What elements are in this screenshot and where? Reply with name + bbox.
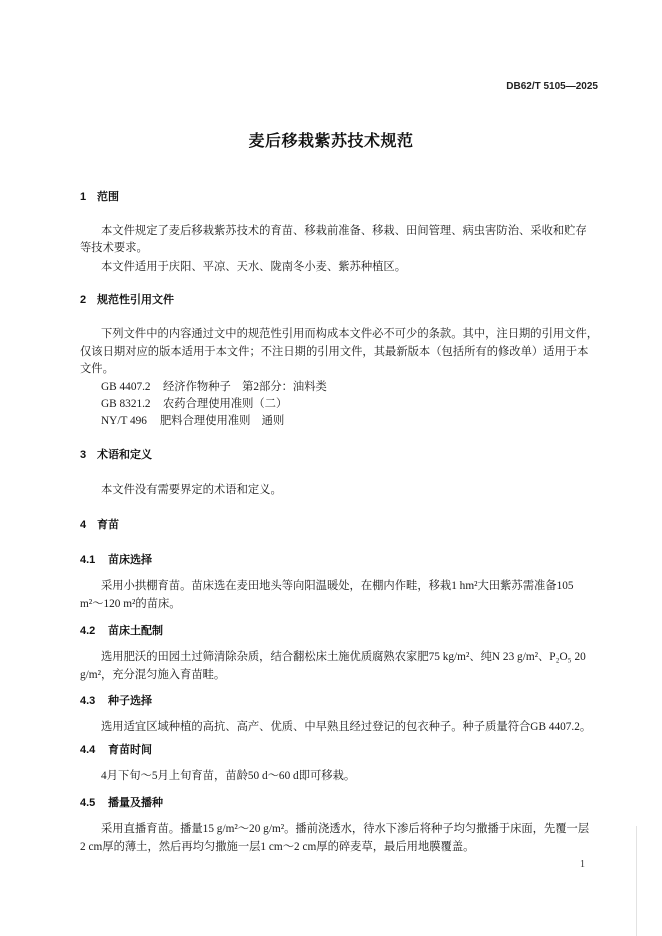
paragraph-line: 选用肥沃的田园土过筛清除杂质，结合翻松床土施优质腐熟农家肥75 kg/m²、纯N 23 g/m²、P₂O₅ 20 bbox=[101, 651, 586, 663]
paragraph-line: 采用小拱棚育苗。苗床选在麦田地头等向阳温暖处，在棚内作畦，移栽1 hm²大田紫苏需准备105 bbox=[101, 580, 574, 592]
reference-title: 经济作物种子 第2部分：油料类 bbox=[163, 381, 327, 393]
paragraph-line: 本文件适用于庆阳、平凉、天水、陇南冬小麦、紫苏种植区。 bbox=[101, 261, 407, 273]
reference-code: GB 4407.2 bbox=[101, 381, 151, 393]
doc-standard-code: DB62/T 5105—2025 bbox=[506, 81, 598, 92]
section-title: 范围 bbox=[97, 191, 119, 203]
section-number: 1 bbox=[80, 191, 87, 203]
subsection-title: 播量及播种 bbox=[108, 797, 163, 809]
page-edge-line bbox=[636, 826, 637, 936]
reference-code: GB 8321.2 bbox=[101, 398, 151, 410]
paragraph-line: 仅该日期对应的版本适用于本文件；不注日期的引用文件，其最新版本（包括所有的修改单）适用于本 bbox=[80, 346, 589, 358]
paragraph-line: 文件。 bbox=[80, 363, 114, 375]
subsection-number: 4.5 bbox=[80, 797, 96, 809]
doc-title: 麦后移栽紫苏技术规范 bbox=[248, 133, 414, 150]
subsection-number: 4.1 bbox=[80, 554, 96, 566]
subsection-number: 4.2 bbox=[80, 625, 96, 637]
reference-title: 肥料合理使用准则 通则 bbox=[160, 415, 285, 427]
section-number: 2 bbox=[80, 294, 87, 306]
reference-code: NY/T 496 bbox=[101, 415, 147, 427]
section-number: 3 bbox=[80, 449, 87, 461]
paragraph-line: 采用直播育苗。播量15 g/m²～20 g/m²。播前浇透水，待水下渗后将种子均匀撒播于床面，先覆一层 bbox=[101, 823, 590, 835]
subsection-title: 苗床土配制 bbox=[108, 625, 163, 637]
section-title: 规范性引用文件 bbox=[97, 294, 174, 306]
subsection-title: 苗床选择 bbox=[108, 554, 152, 566]
paragraph-line: 2 cm厚的薄土，然后再均匀撒施一层1 cm～2 cm厚的碎麦草，最后用地膜覆盖。 bbox=[80, 841, 475, 853]
subsection-title: 种子选择 bbox=[108, 695, 152, 707]
section-number: 4 bbox=[80, 519, 87, 531]
section-title: 术语和定义 bbox=[97, 449, 152, 461]
paragraph-line: 本文件规定了麦后移栽紫苏技术的育苗、移栽前准备、移栽、田间管理、病虫害防治、采收和贮存 bbox=[101, 225, 587, 237]
subsection-title: 育苗时间 bbox=[108, 744, 152, 756]
page-number: 1 bbox=[580, 859, 585, 870]
paragraph-line: g/m²，充分混匀施入育苗畦。 bbox=[80, 669, 226, 681]
paragraph-line: 本文件没有需要界定的术语和定义。 bbox=[101, 484, 282, 496]
paragraph-line: 下列文件中的内容通过文中的规范性引用而构成本文件必不可少的条款。其中，注日期的引用文件， bbox=[101, 328, 599, 340]
paragraph-line: 选用适宜区域种植的高抗、高产、优质、中早熟且经过登记的包衣种子。种子质量符合GB 4407.2。 bbox=[101, 721, 592, 733]
reference-title: 农药合理使用准则（二） bbox=[163, 398, 288, 410]
subsection-number: 4.3 bbox=[80, 695, 96, 707]
paragraph-line: 等技术要求。 bbox=[80, 242, 148, 254]
paragraph-line: m²～120 m²的苗床。 bbox=[80, 598, 181, 610]
subsection-number: 4.4 bbox=[80, 744, 96, 756]
paragraph-line: 4月下旬～5月上旬育苗，苗龄50 d～60 d即可移栽。 bbox=[101, 770, 356, 782]
section-title: 育苗 bbox=[97, 519, 119, 531]
